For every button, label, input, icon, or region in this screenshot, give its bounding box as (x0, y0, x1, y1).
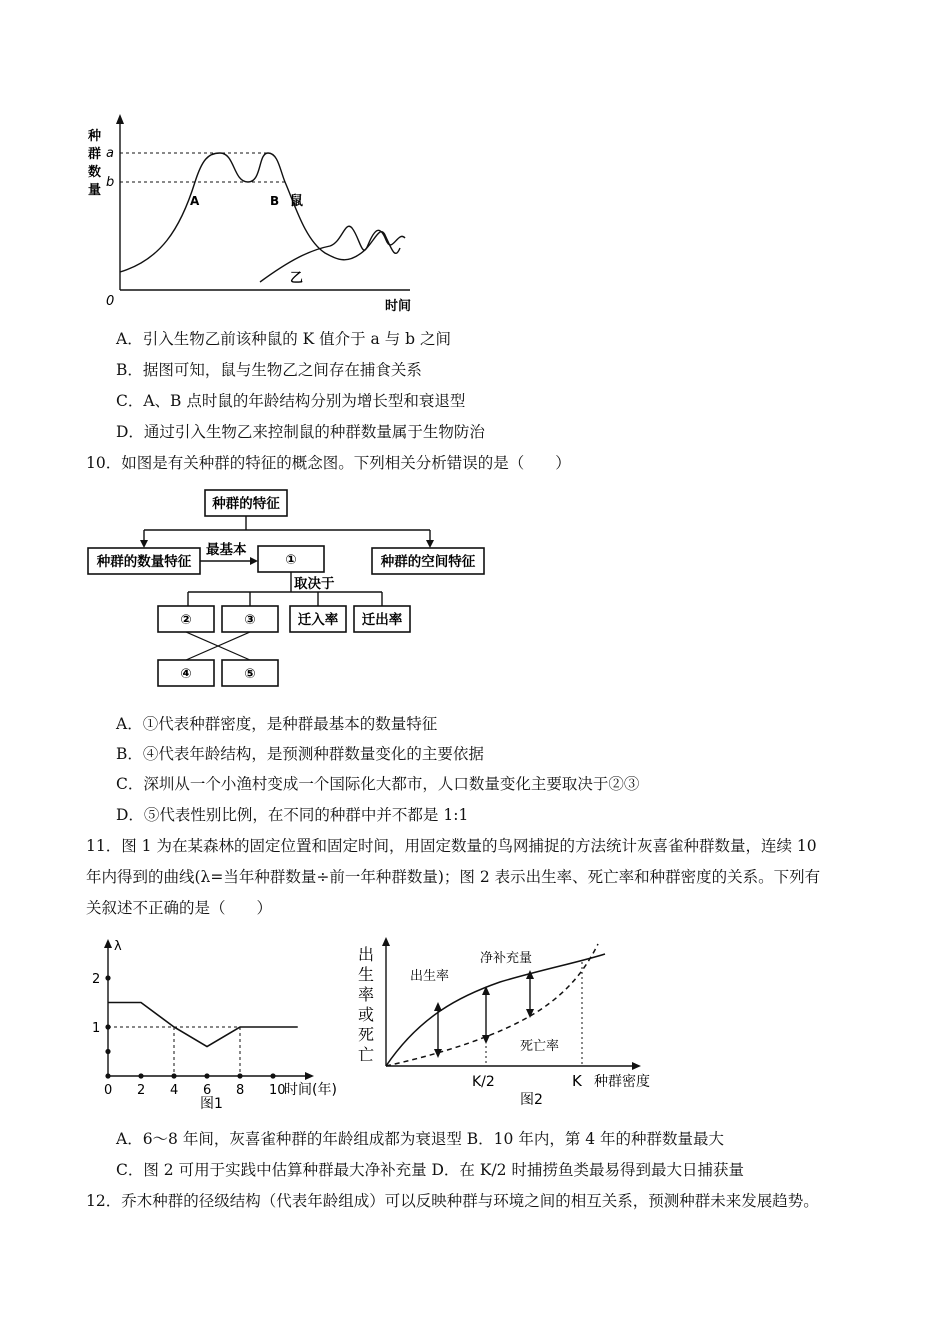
q10-option-b: B．④代表年龄结构，是预测种群数量变化的主要依据 (116, 745, 484, 763)
lambda-series-line (108, 1003, 298, 1047)
y-axis-label-4: 量 (88, 183, 102, 198)
point-b-label: B (270, 194, 280, 208)
x-tick-label-6: 6 (203, 1083, 212, 1098)
y-tick-dot-2 (105, 975, 110, 980)
y-tick-dot-1 (105, 1024, 110, 1029)
y-tick-dot-half (105, 1049, 110, 1054)
x-axis-label: 时间 (385, 299, 412, 314)
q10-option-a: A．①代表种群密度，是种群最基本的数量特征 (116, 715, 438, 733)
fig2-y-label-1: 出 (358, 945, 375, 964)
population-concept-diagram (80, 482, 500, 694)
point-a-label: A (190, 194, 200, 208)
birth-rate-label: 出生率 (410, 969, 450, 984)
x-tick-dot-8 (237, 1073, 242, 1078)
lambda-caption: 图1 (200, 1096, 223, 1111)
q11-options-cd: C．图 2 可用于实践中估算种群最大净补充量 D．在 K/2 时捕捞鱼类最易得到最大日捕获量 (116, 1161, 744, 1179)
label-a: a (106, 146, 114, 161)
box-5-label: ⑤ (244, 666, 256, 682)
y-axis-label-3: 数 (88, 165, 102, 180)
fig2-y-label-2: 生 (358, 965, 375, 984)
box-out-rate-label: 迁出率 (361, 612, 403, 628)
x-tick-dot-2 (138, 1073, 143, 1078)
q9-option-a: A．引入生物乙前该种鼠的 K 值介于 a 与 b 之间 (116, 330, 451, 348)
net-label: 净补充量 (480, 951, 533, 966)
label-b: b (106, 175, 115, 190)
depends-label: 取决于 (294, 576, 335, 592)
y-axis-label-2: 群 (88, 147, 102, 162)
fig2-y-label-6: 亡 (358, 1045, 375, 1064)
lambda-y-label: λ (114, 939, 122, 954)
x-tick-label-0: 0 (104, 1083, 113, 1098)
y-tick-label-2: 2 (92, 972, 101, 987)
q9-option-c: C．A、B 点时鼠的年龄结构分别为增长型和衰退型 (116, 392, 466, 410)
q12-stem: 12．乔木种群的径级结构（代表年龄组成）可以反映种群与环境之间的相互关系，预测种群未来发展趋势。 (86, 1192, 819, 1210)
fig2-caption: 图2 (520, 1092, 543, 1108)
k-label: K (572, 1072, 582, 1090)
fig2-x-label: 种群密度 (594, 1074, 650, 1090)
x-tick-dot-10 (270, 1073, 275, 1078)
x-tick-dot-0 (105, 1073, 110, 1078)
q10-stem: 10．如图是有关种群的特征的概念图。下列相关分析错误的是（ ） (86, 454, 571, 472)
death-rate-label: 死亡率 (520, 1039, 560, 1054)
box-quantity-label: 种群的数量特征 (96, 554, 192, 570)
fig2-y-label-5: 死 (358, 1025, 375, 1044)
q9-option-d: D．通过引入生物乙来控制鼠的种群数量属于生物防治 (116, 423, 485, 441)
x-tick-label-4: 4 (170, 1083, 179, 1098)
q11-options-ab: A．6～8 年间，灰喜雀种群的年龄组成都为衰退型 B．10 年内，第 4 年的种群数量最大 (116, 1130, 725, 1148)
birth-death-figure (350, 936, 670, 1111)
mouse-label: 鼠 (290, 194, 304, 209)
x-tick-label-2: 2 (137, 1083, 146, 1098)
x-tick-label-10: 10 (269, 1083, 286, 1098)
box-in-rate-label: 迁入率 (297, 612, 339, 628)
box-2-label: ② (180, 612, 192, 628)
arrow-label: 最基本 (206, 542, 247, 558)
x-tick-dot-4 (171, 1073, 176, 1078)
q11-stem-1: 11．图 1 为在某森林的固定位置和固定时间，用固定数量的鸟网捕捉的方法统计灰喜雀种群数量，连续 10 (86, 837, 817, 855)
box-root-label: 种群的特征 (212, 496, 280, 512)
box-1-label: ① (285, 552, 297, 568)
yi-label: 乙 (290, 271, 304, 286)
q10-option-c: C．深圳从一个小渔村变成一个国际化大都市，人口数量变化主要取决于②③ (116, 775, 640, 793)
y-tick-label-1: 1 (92, 1021, 101, 1036)
box-4-label: ④ (180, 666, 192, 682)
lambda-chart (88, 936, 348, 1111)
q11-stem-2: 年内得到的曲线(λ=当年种群数量÷前一年种群数量)；图 2 表示出生率、死亡率和种群密度的关系。下列有 (86, 868, 821, 886)
x-tick-label-8: 8 (236, 1083, 245, 1098)
mouse-curve (120, 153, 400, 272)
yi-curve (260, 226, 405, 282)
k-half-label: K/2 (472, 1074, 495, 1090)
origin-label: 0 (106, 294, 115, 309)
lambda-x-label: 时间(年) (284, 1082, 337, 1098)
q10-option-d: D．⑤代表性别比例，在不同的种群中并不都是 1:1 (116, 806, 469, 824)
box-spatial-label: 种群的空间特征 (380, 554, 476, 570)
population-curve-figure (80, 110, 440, 320)
q9-option-b: B．据图可知，鼠与生物乙之间存在捕食关系 (116, 361, 422, 379)
y-axis-label-1: 种 (88, 129, 102, 144)
x-tick-dot-6 (204, 1073, 209, 1078)
q11-stem-3: 关叙述不正确的是（ ） (86, 899, 273, 917)
box-3-label: ③ (244, 612, 256, 628)
fig2-y-label-4: 或 (358, 1005, 375, 1024)
fig2-y-label-3: 率 (358, 985, 375, 1004)
